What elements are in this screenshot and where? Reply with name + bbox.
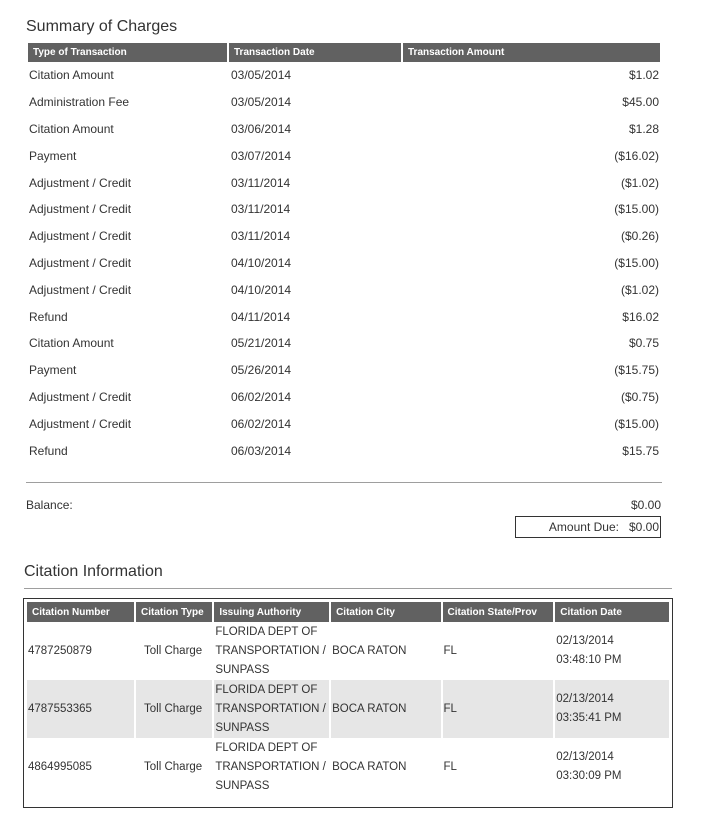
citation-type: Toll Charge <box>136 680 214 738</box>
transaction-date: 06/02/2014 <box>231 389 292 404</box>
summary-table-body <box>28 62 660 464</box>
issuing-authority: FLORIDA DEPT OF TRANSPORTATION / SUNPASS <box>214 680 331 738</box>
citation-number: 4864995085 <box>27 738 136 796</box>
column-header-citation-state: Citation State/Prov <box>443 602 556 622</box>
citation-row <box>27 680 669 738</box>
transaction-type: Refund <box>29 309 68 324</box>
citation-header-row <box>27 602 669 622</box>
transaction-amount: ($1.02) <box>620 282 659 297</box>
transaction-date: 05/26/2014 <box>231 363 292 378</box>
transaction-type: Adjustment / Credit <box>29 229 132 244</box>
transaction-amount: ($0.75) <box>620 389 659 404</box>
transaction-type: Adjustment / Credit <box>29 255 132 270</box>
amount-due-box <box>515 516 661 538</box>
citation-row <box>27 622 669 680</box>
summary-row <box>28 116 660 143</box>
transaction-date: 05/21/2014 <box>231 336 292 351</box>
transaction-amount: ($15.00) <box>614 416 659 431</box>
summary-row <box>28 223 660 250</box>
transaction-date: 06/03/2014 <box>231 443 292 458</box>
summary-row <box>28 89 660 116</box>
transaction-amount: $1.28 <box>628 121 659 136</box>
summary-row <box>28 62 660 89</box>
transaction-amount: ($0.26) <box>620 229 659 244</box>
citation-date <box>555 680 669 738</box>
citation-city: BOCA RATON <box>331 622 442 680</box>
citation-state: FL <box>443 622 556 680</box>
citation-information-title: Citation Information <box>24 563 163 580</box>
transaction-type: Administration Fee <box>29 95 130 110</box>
citation-date-day: 02/13/2014 <box>556 751 614 763</box>
citation-state: FL <box>443 738 556 796</box>
citation-date-time: 03:48:10 PM <box>556 654 622 666</box>
citation-row <box>27 738 669 796</box>
column-header-citation-city: Citation City <box>331 602 442 622</box>
transaction-type: Citation Amount <box>29 336 114 351</box>
column-header-citation-number: Citation Number <box>27 602 136 622</box>
transaction-amount: $45.00 <box>622 95 659 110</box>
transaction-type: Refund <box>29 443 68 458</box>
transaction-date: 04/10/2014 <box>231 282 292 297</box>
citation-date <box>555 738 669 796</box>
summary-row <box>28 384 660 411</box>
transaction-amount: ($15.75) <box>614 363 659 378</box>
transaction-type: Adjustment / Credit <box>29 416 132 431</box>
citation-type: Toll Charge <box>136 738 214 796</box>
column-header-date: Transaction Date <box>229 43 403 62</box>
summary-row <box>28 437 660 464</box>
citation-divider <box>24 588 672 589</box>
summary-row <box>28 250 660 277</box>
transaction-date: 03/05/2014 <box>231 95 292 110</box>
citation-type: Toll Charge <box>136 622 214 680</box>
issuing-authority: FLORIDA DEPT OF TRANSPORTATION / SUNPASS <box>214 622 331 680</box>
transaction-date: 04/11/2014 <box>231 309 291 324</box>
transaction-amount: ($16.02) <box>614 148 659 163</box>
issuing-authority: FLORIDA DEPT OF TRANSPORTATION / SUNPASS <box>214 738 331 796</box>
column-header-citation-date: Citation Date <box>555 602 669 622</box>
summary-of-charges-title: Summary of Charges <box>26 18 178 35</box>
summary-row <box>28 303 660 330</box>
citation-number: 4787553365 <box>27 680 136 738</box>
citation-city: BOCA RATON <box>331 738 442 796</box>
summary-row <box>28 196 660 223</box>
summary-row <box>28 169 660 196</box>
transaction-date: 03/11/2014 <box>231 175 291 190</box>
citation-date-time: 03:35:41 PM <box>556 712 622 724</box>
citation-information-table <box>27 602 669 796</box>
column-header-issuing-authority: Issuing Authority <box>214 602 331 622</box>
transaction-type: Citation Amount <box>29 68 114 83</box>
transaction-date: 03/05/2014 <box>231 68 292 83</box>
transaction-type: Adjustment / Credit <box>29 282 132 297</box>
transaction-amount: ($15.00) <box>614 255 659 270</box>
summary-row <box>28 410 660 437</box>
citation-number: 4787250879 <box>27 622 136 680</box>
transaction-type: Payment <box>29 148 77 163</box>
transaction-type: Adjustment / Credit <box>29 389 132 404</box>
transaction-date: 03/11/2014 <box>231 229 291 244</box>
citation-date-time: 03:30:09 PM <box>556 770 622 782</box>
transaction-amount: $1.02 <box>628 68 659 83</box>
citation-table-body <box>27 622 669 796</box>
transaction-type: Adjustment / Credit <box>29 175 132 190</box>
column-header-citation-type: Citation Type <box>136 602 214 622</box>
citation-state: FL <box>443 680 556 738</box>
summary-header-row <box>28 43 660 62</box>
summary-of-charges-table <box>28 43 660 464</box>
transaction-amount: ($15.00) <box>614 202 659 217</box>
balance-label: Balance: <box>26 498 73 512</box>
column-header-amount: Transaction Amount <box>403 43 660 62</box>
citation-table-container <box>23 598 673 808</box>
amount-due-label: Amount Due: <box>548 520 619 534</box>
citation-date-day: 02/13/2014 <box>556 693 614 705</box>
transaction-type: Payment <box>29 363 77 378</box>
summary-divider <box>26 482 662 483</box>
amount-due-value: $0.00 <box>628 520 659 534</box>
citation-city: BOCA RATON <box>331 680 442 738</box>
transaction-date: 06/02/2014 <box>231 416 292 431</box>
transaction-type: Citation Amount <box>29 121 114 136</box>
column-header-type: Type of Transaction <box>28 43 229 62</box>
transaction-amount: $15.75 <box>622 443 659 458</box>
transaction-date: 03/07/2014 <box>231 148 292 163</box>
transaction-date: 03/11/2014 <box>231 202 291 217</box>
balance-value: $0.00 <box>630 498 661 512</box>
transaction-date: 04/10/2014 <box>231 255 292 270</box>
citation-date <box>555 622 669 680</box>
transaction-date: 03/06/2014 <box>231 121 292 136</box>
summary-row <box>28 142 660 169</box>
transaction-amount: $0.75 <box>628 336 659 351</box>
summary-row <box>28 357 660 384</box>
transaction-amount: ($1.02) <box>620 175 659 190</box>
summary-row <box>28 276 660 303</box>
citation-date-day: 02/13/2014 <box>556 635 614 647</box>
transaction-amount: $16.02 <box>622 309 659 324</box>
summary-row <box>28 330 660 357</box>
transaction-type: Adjustment / Credit <box>29 202 132 217</box>
